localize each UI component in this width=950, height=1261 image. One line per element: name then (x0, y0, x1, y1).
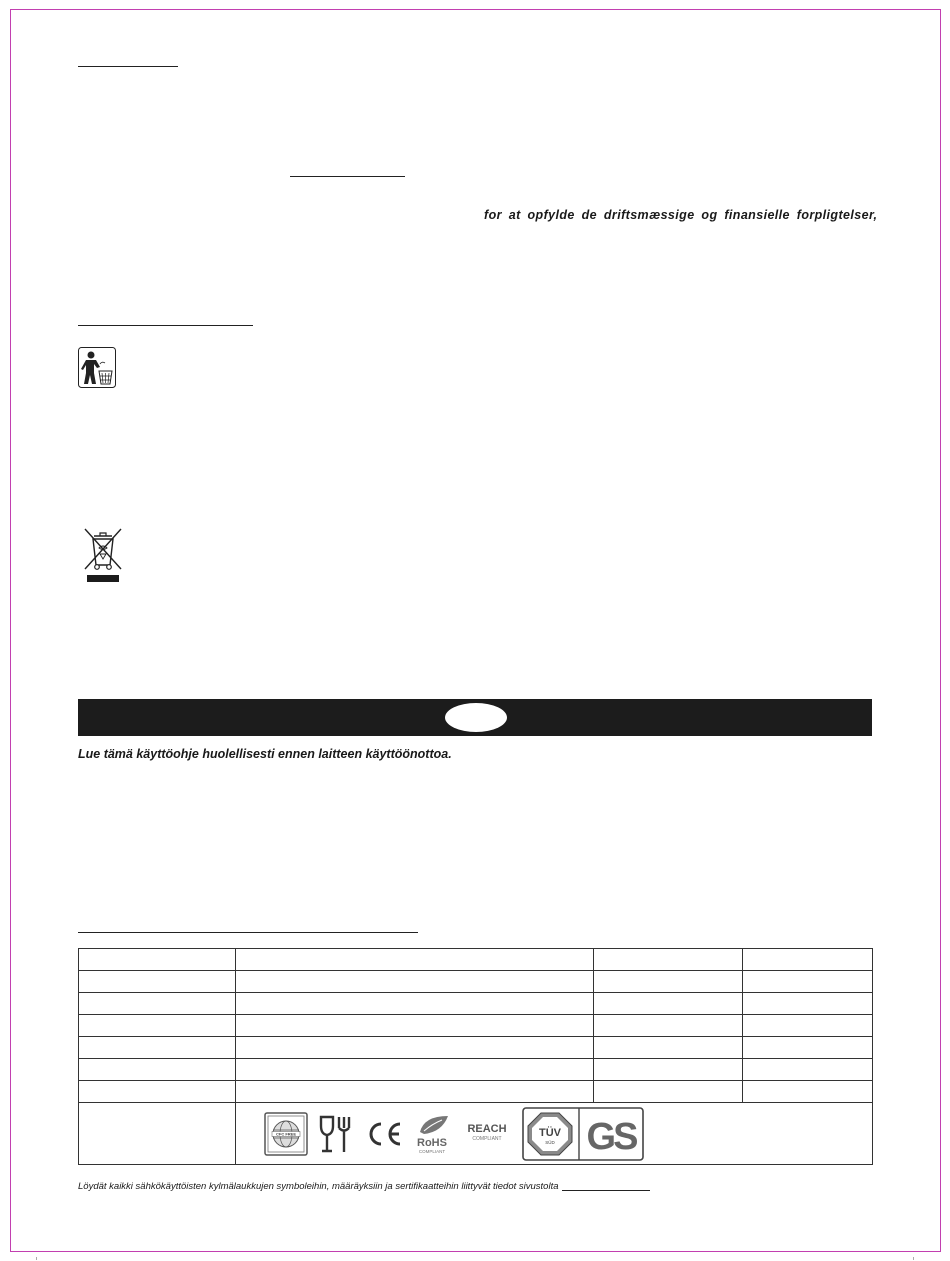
crop-mark (36, 1257, 37, 1260)
danish-fragment: for at opfylde de driftsmæssige og finansielle forpligtelser, (484, 208, 878, 222)
table-row (79, 949, 873, 971)
crop-mark (913, 1257, 914, 1260)
table-cell (79, 1059, 236, 1081)
table-cell (79, 971, 236, 993)
svg-text:REACH: REACH (467, 1122, 507, 1135)
table-cell (79, 1081, 236, 1103)
table-row (79, 971, 873, 993)
table-cell (743, 1059, 873, 1081)
svg-text:COMPLIANT: COMPLIANT (472, 1135, 502, 1142)
table-cell (236, 993, 594, 1015)
reach-logo (462, 1119, 512, 1149)
table-cell (594, 1059, 743, 1081)
tuv-gs-logo (522, 1107, 644, 1161)
table-row (79, 1015, 873, 1037)
table-cell (594, 971, 743, 993)
svg-text:GS: GS (586, 1115, 636, 1158)
svg-text:COMPLIANT: COMPLIANT (418, 1148, 446, 1154)
table-cell (236, 949, 594, 971)
specification-table (78, 948, 873, 1165)
table-cell (743, 949, 873, 971)
table-row (79, 993, 873, 1015)
svg-text:TÜV: TÜV (539, 1126, 561, 1139)
table-row (79, 1059, 873, 1081)
table-cell (594, 1081, 743, 1103)
table-cell (236, 1081, 594, 1103)
heading-underline-2 (78, 325, 253, 326)
ce-mark-icon (364, 1119, 404, 1149)
footnote-text: Löydät kaikki sähkökäyttöisten kylmälaukkujen symboleihin, määräyksiin ja sertifikaatteihin liittyvät tiedot sivustolta (78, 1181, 559, 1192)
table-cell (594, 1015, 743, 1037)
footnote (78, 1181, 650, 1192)
table-cell (236, 1059, 594, 1081)
language-banner (78, 699, 872, 736)
language-badge (445, 703, 507, 732)
table-cell (236, 1037, 594, 1059)
table-cell (743, 1015, 873, 1037)
table-cell (79, 1103, 236, 1165)
table-row (79, 1081, 873, 1103)
food-safe-icon (318, 1114, 354, 1154)
table-cell (79, 1037, 236, 1059)
crossed-out-bin-icon (82, 527, 124, 584)
tidyman-icon (78, 347, 116, 388)
table-cell (79, 993, 236, 1015)
finnish-intro: Lue tämä käyttöohje huolellisesti ennen laitteen käyttöönottoa. (78, 747, 452, 761)
table-cell (79, 949, 236, 971)
table-cell (594, 949, 743, 971)
cfc-free-logo (264, 1112, 308, 1156)
certification-logos-cell (236, 1103, 873, 1165)
footnote-link-blank (562, 1190, 650, 1191)
svg-text:CFC FREE: CFC FREE (276, 1131, 296, 1137)
table-cell (743, 971, 873, 993)
table-cell (594, 993, 743, 1015)
table-cell (743, 993, 873, 1015)
table-cell (236, 1015, 594, 1037)
table-cell (79, 1015, 236, 1037)
table-cell (743, 1037, 873, 1059)
heading-underline-1 (78, 66, 178, 67)
svg-text:RoHS: RoHS (417, 1136, 447, 1149)
svg-text:SÜD: SÜD (545, 1139, 555, 1145)
table-cell (236, 971, 594, 993)
table-row (79, 1037, 873, 1059)
link-underline-1 (290, 176, 405, 177)
heading-underline-3 (78, 932, 418, 933)
table-cell (743, 1081, 873, 1103)
certification-row (79, 1103, 873, 1165)
table-cell (594, 1037, 743, 1059)
rohs-logo (414, 1112, 452, 1156)
